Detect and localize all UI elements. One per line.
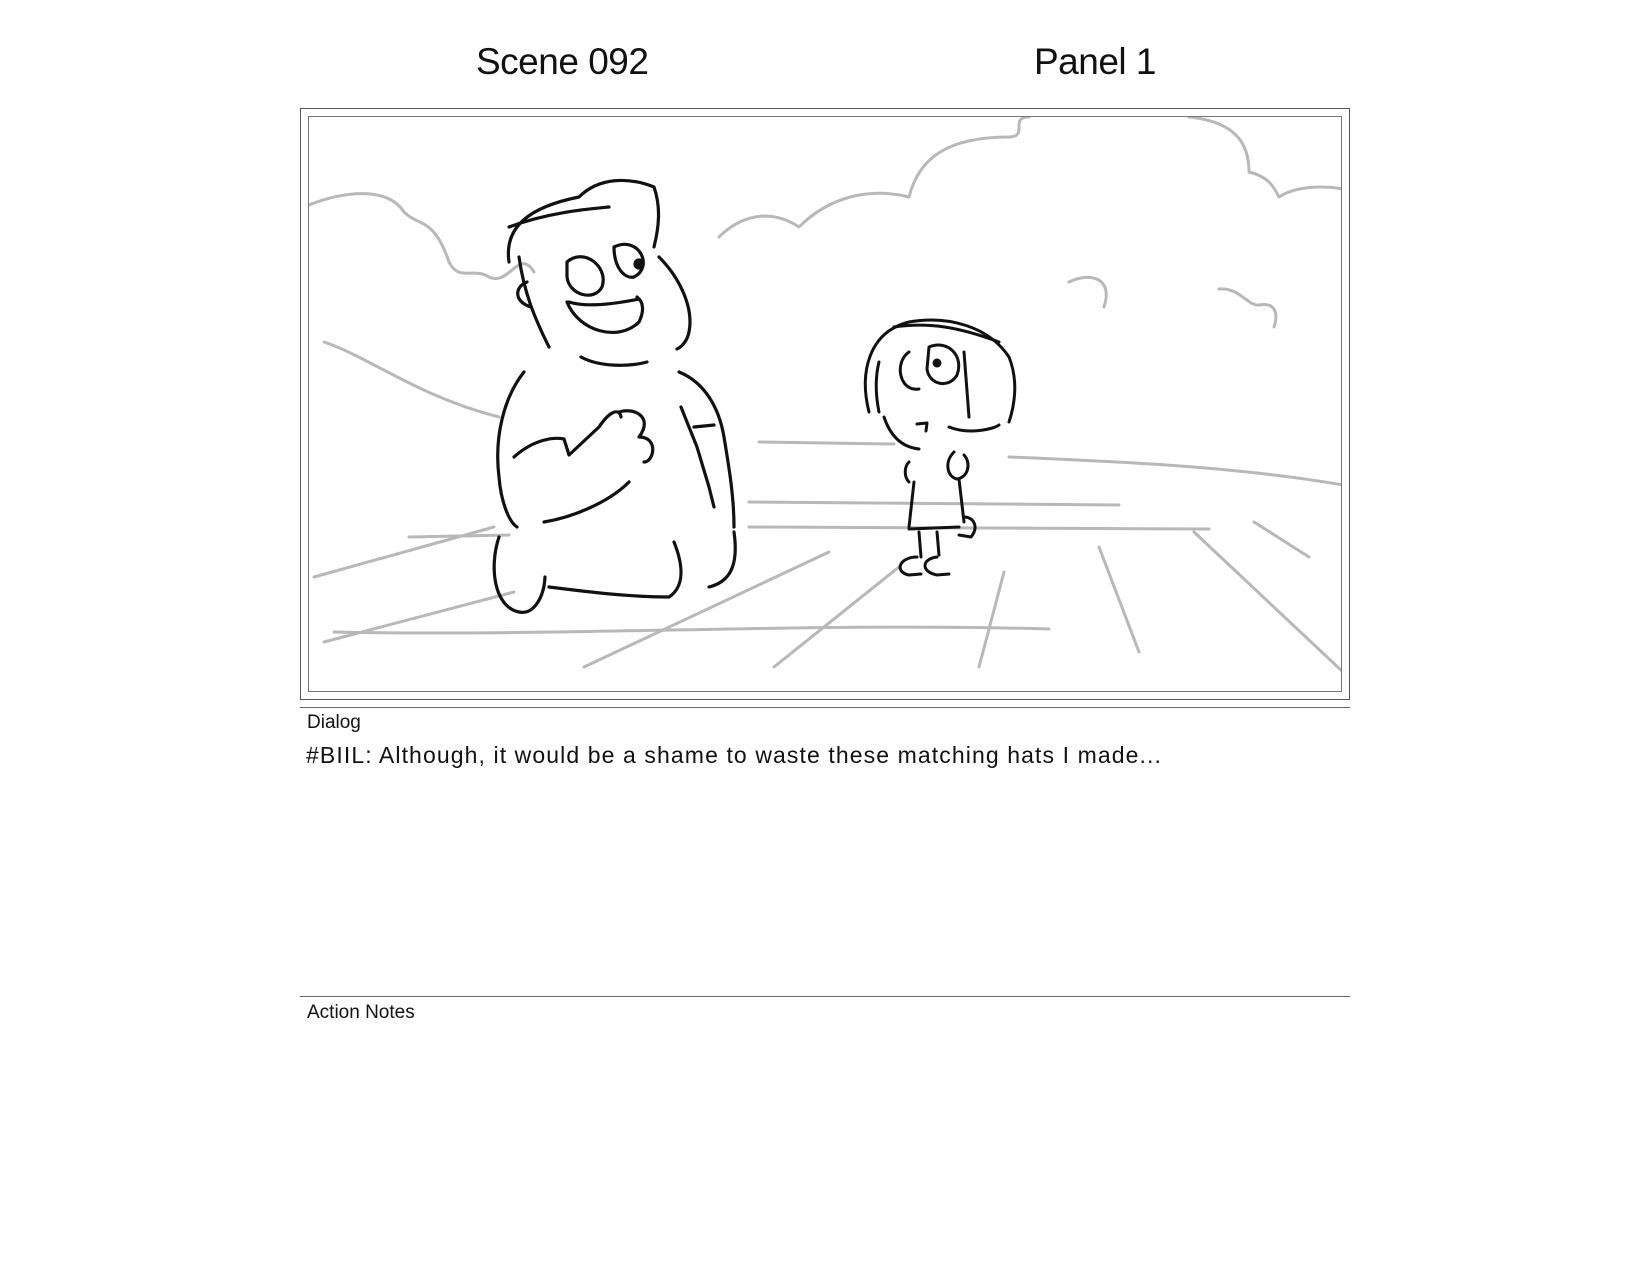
arm-right bbox=[681, 407, 714, 507]
neck bbox=[905, 462, 909, 482]
floor-perspective-3 bbox=[979, 572, 1004, 667]
knee bbox=[709, 532, 735, 587]
foot-left bbox=[900, 557, 921, 575]
teeth bbox=[569, 299, 639, 305]
horizon-mid bbox=[759, 442, 894, 444]
hill-left bbox=[324, 342, 499, 417]
arm-band bbox=[694, 425, 714, 427]
floor-line-6 bbox=[409, 535, 509, 537]
floor-line-1 bbox=[749, 502, 1119, 505]
body-left bbox=[498, 372, 524, 527]
action-notes-label: Action Notes bbox=[307, 1002, 415, 1023]
dialog-label: Dialog bbox=[307, 712, 361, 733]
eye-1 bbox=[567, 257, 603, 295]
scene-number: Scene 092 bbox=[476, 41, 649, 82]
lower-arm bbox=[544, 482, 629, 522]
hat-brim bbox=[509, 207, 609, 227]
head-right bbox=[659, 257, 690, 349]
hair-strand-right bbox=[964, 352, 969, 417]
leg-right bbox=[937, 532, 939, 555]
floor-perspective-1 bbox=[584, 552, 829, 667]
cloud-left bbox=[309, 194, 534, 279]
big-character bbox=[494, 180, 735, 612]
floor-perspective-2 bbox=[774, 567, 899, 667]
body-right bbox=[679, 372, 734, 527]
dialog-divider bbox=[300, 707, 1350, 708]
small-character bbox=[865, 320, 1014, 575]
cloud-center bbox=[719, 117, 1029, 237]
floor-line-5 bbox=[334, 627, 1049, 633]
chin bbox=[581, 357, 647, 365]
lap bbox=[549, 542, 681, 597]
bird-1 bbox=[1069, 277, 1106, 307]
eye-right bbox=[927, 345, 959, 384]
dialog-text: #BIIL: Although, it would be a shame to waste these matching hats I made... bbox=[306, 742, 1163, 768]
eye-left bbox=[900, 352, 919, 389]
action-notes-divider bbox=[300, 996, 1350, 997]
floor-perspective-5 bbox=[1194, 532, 1342, 672]
storyboard-drawing bbox=[308, 116, 1342, 692]
leg bbox=[494, 537, 545, 612]
background-sketch bbox=[309, 117, 1342, 672]
hair-strand-left bbox=[876, 362, 879, 412]
floor-line-2 bbox=[749, 527, 1209, 529]
dress-hem bbox=[909, 527, 959, 529]
horizon-right bbox=[1009, 457, 1342, 485]
hair bbox=[865, 320, 1014, 422]
thumb-arm bbox=[514, 412, 621, 457]
panel-number: Panel 1 bbox=[1034, 41, 1156, 82]
leg-left bbox=[919, 532, 921, 557]
mouth-small bbox=[917, 423, 927, 431]
bird-2 bbox=[1219, 289, 1276, 327]
floor-perspective-4 bbox=[1099, 547, 1139, 652]
mouth bbox=[567, 297, 643, 332]
dress-right bbox=[959, 479, 964, 522]
cloud-right bbox=[1189, 117, 1342, 197]
floor-perspective-6 bbox=[1254, 522, 1309, 557]
face-right bbox=[949, 425, 999, 431]
shoulder-circle bbox=[948, 452, 968, 479]
fist bbox=[619, 411, 653, 462]
foot-right bbox=[925, 557, 949, 575]
